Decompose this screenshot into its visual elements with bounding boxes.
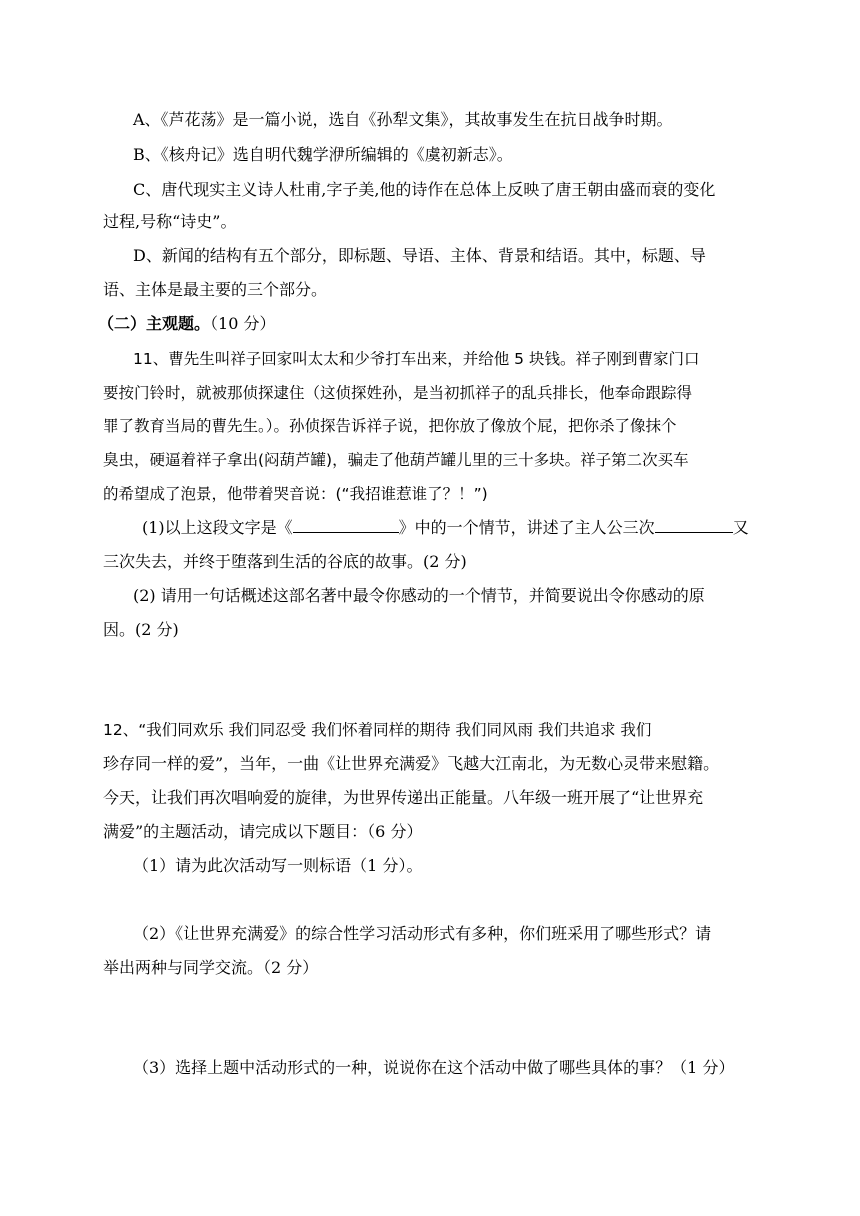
q11-sub1-line2: 三次失去，并终于堕落到生活的谷底的故事。(2 分) <box>103 552 467 571</box>
option-d-line1: D、新闻的结构有五个部分，即标题、导语、主体、背景和结语。其中，标题、导 <box>133 246 706 265</box>
q12-sub2-line1: （2）《让世界充满爱》的综合性学习活动形式有多种，你们班采用了哪些形式？请 <box>133 924 712 943</box>
q12-line2: 珍存同一样的爱”，当年，一曲《让世界充满爱》飞越大江南北，为无数心灵带来慰籍。 <box>103 754 720 773</box>
q11-sub1-text-a: (1)以上这段文字是《 <box>142 518 293 537</box>
option-c-line1: C、唐代现实主义诗人杜甫,字子美,他的诗作在总体上反映了唐王朝由盛而衰的变化 <box>133 180 716 199</box>
option-d-line2: 语、主体是最主要的三个部分。 <box>103 280 328 299</box>
q11-sub2-line1: (2) 请用一句话概述这部名著中最令你感动的一个情节，并简要说出令你感动的原 <box>133 586 705 605</box>
section-two-heading <box>98 314 753 334</box>
q11-sub1-text-b: 》中的一个情节，讲述了主人公三次 <box>398 518 655 537</box>
q11-line4: 臭虫，硬逼着祥子拿出(闷葫芦罐)，骗走了他葫芦罐儿里的三十多块。祥子第二次买车 <box>103 451 689 469</box>
option-a: A、《芦花荡》是一篇小说，选自《孙犁文集》，其故事发生在抗日战争时期。 <box>133 110 673 129</box>
option-b: B、《核舟记》选自明代魏学洢所编辑的《虞初新志》。 <box>133 145 513 164</box>
book-title-blank[interactable] <box>293 518 399 533</box>
q11-sub2-line2: 因。(2 分) <box>103 620 179 639</box>
q12-line1: 12、“我们同欢乐 我们同忍受 我们怀着同样的期待 我们同风雨 我们共追求 我们 <box>103 721 652 739</box>
q11-line2: 要按门铃时，就被那侦探逮住（这侦探姓孙，是当初抓祥子的乱兵排长，他奉命跟踪得 <box>103 384 693 402</box>
section-two-title: （二）主观题。 <box>98 314 211 333</box>
q12-sub1: （1）请为此次活动写一则标语（1 分）。 <box>133 856 423 875</box>
q12-sub2-line2: 举出两种与同学交流。（2 分） <box>103 958 319 977</box>
q11-line1: 11、曹先生叫祥子回家叫太太和少爷打车出来，并给他 5 块钱。祥子刚到曹家门口 <box>133 350 700 368</box>
action-blank[interactable] <box>655 518 733 533</box>
option-c-line2: 过程,号称“诗史”。 <box>103 212 237 231</box>
q12-line3: 今天，让我们再次唱响爱的旋律，为世界传递出正能量。八年级一班开展了“让世界充 <box>103 788 704 807</box>
q12-sub3: （3）选择上题中活动形式的一种，说说你在这个活动中做了哪些具体的事？（1 分） <box>133 1058 735 1077</box>
q11-line3: 罪了教育当局的曹先生。）。孙侦探告诉祥子说，把你放了像放个屁，把你杀了像抹个 <box>103 417 677 435</box>
q11-sub1-text-c: 又 <box>732 518 749 537</box>
q11-sub1-line1 <box>142 518 797 538</box>
q11-line5: 的希望成了泡景，他带着哭音说：(“我招谁惹谁了？！”) <box>103 485 488 503</box>
section-two-score: （10 分） <box>210 314 276 333</box>
q12-line4: 满爱”的主题活动，请完成以下题目：（6 分） <box>103 822 423 841</box>
